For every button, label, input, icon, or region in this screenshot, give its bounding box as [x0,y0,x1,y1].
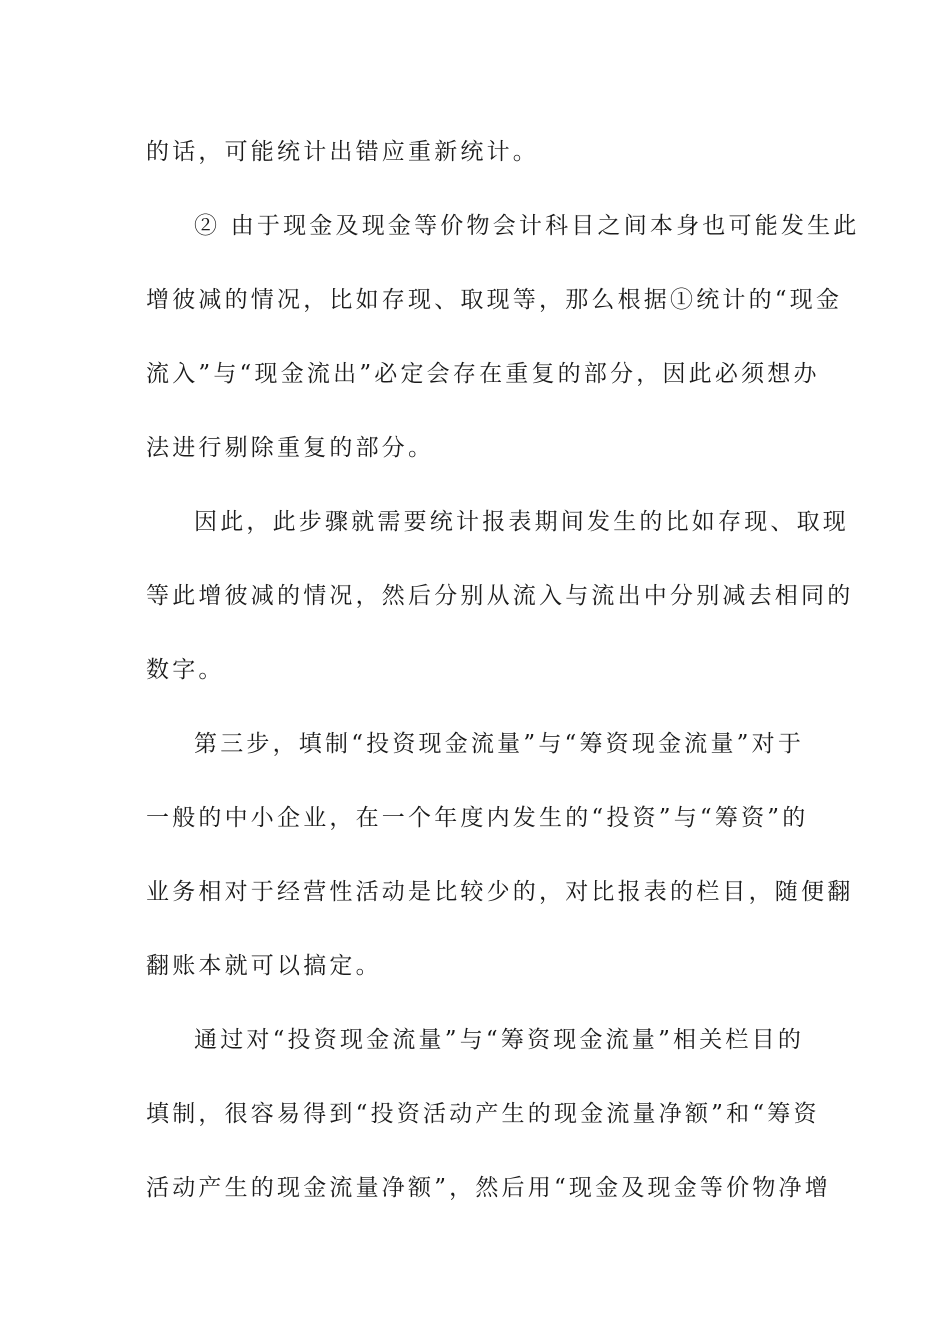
text-line: 翻账本就可以搞定。 [146,953,382,979]
text-line: 业务相对于经营性活动是比较少的，对比报表的栏目，随便翻 [146,879,854,905]
text-line: ② 由于现金及现金等价物会计科目之间本身也可能发生此 [194,213,860,239]
text-line: 的话，可能统计出错应重新统计。 [146,139,539,165]
text-line: 数字。 [146,657,225,683]
text-line: 增彼减的情况，比如存现、取现等，那么根据①统计的“现金 [146,287,843,313]
text-line: 第三步，填制“投资现金流量”与“筹资现金流量”对于 [194,731,805,757]
text-line: 法进行剔除重复的部分。 [146,435,435,461]
text-line: 因此，此步骤就需要统计报表期间发生的比如存现、取现 [194,509,849,535]
text-line: 一般的中小企业，在一个年度内发生的“投资”与“筹资”的 [146,805,809,831]
text-line: 通过对“投资现金流量”与“筹资现金流量”相关栏目的 [194,1027,805,1053]
text-line: 流入”与“现金流出”必定会存在重复的部分，因此必须想办 [146,361,820,387]
text-line: 等此增彼减的情况，然后分别从流入与流出中分别减去相同的 [146,583,854,609]
text-line: 活动产生的现金流量净额”，然后用“现金及现金等价物净增 [146,1175,831,1201]
text-line: 填制，很容易得到“投资活动产生的现金流量净额”和“筹资 [146,1101,820,1127]
